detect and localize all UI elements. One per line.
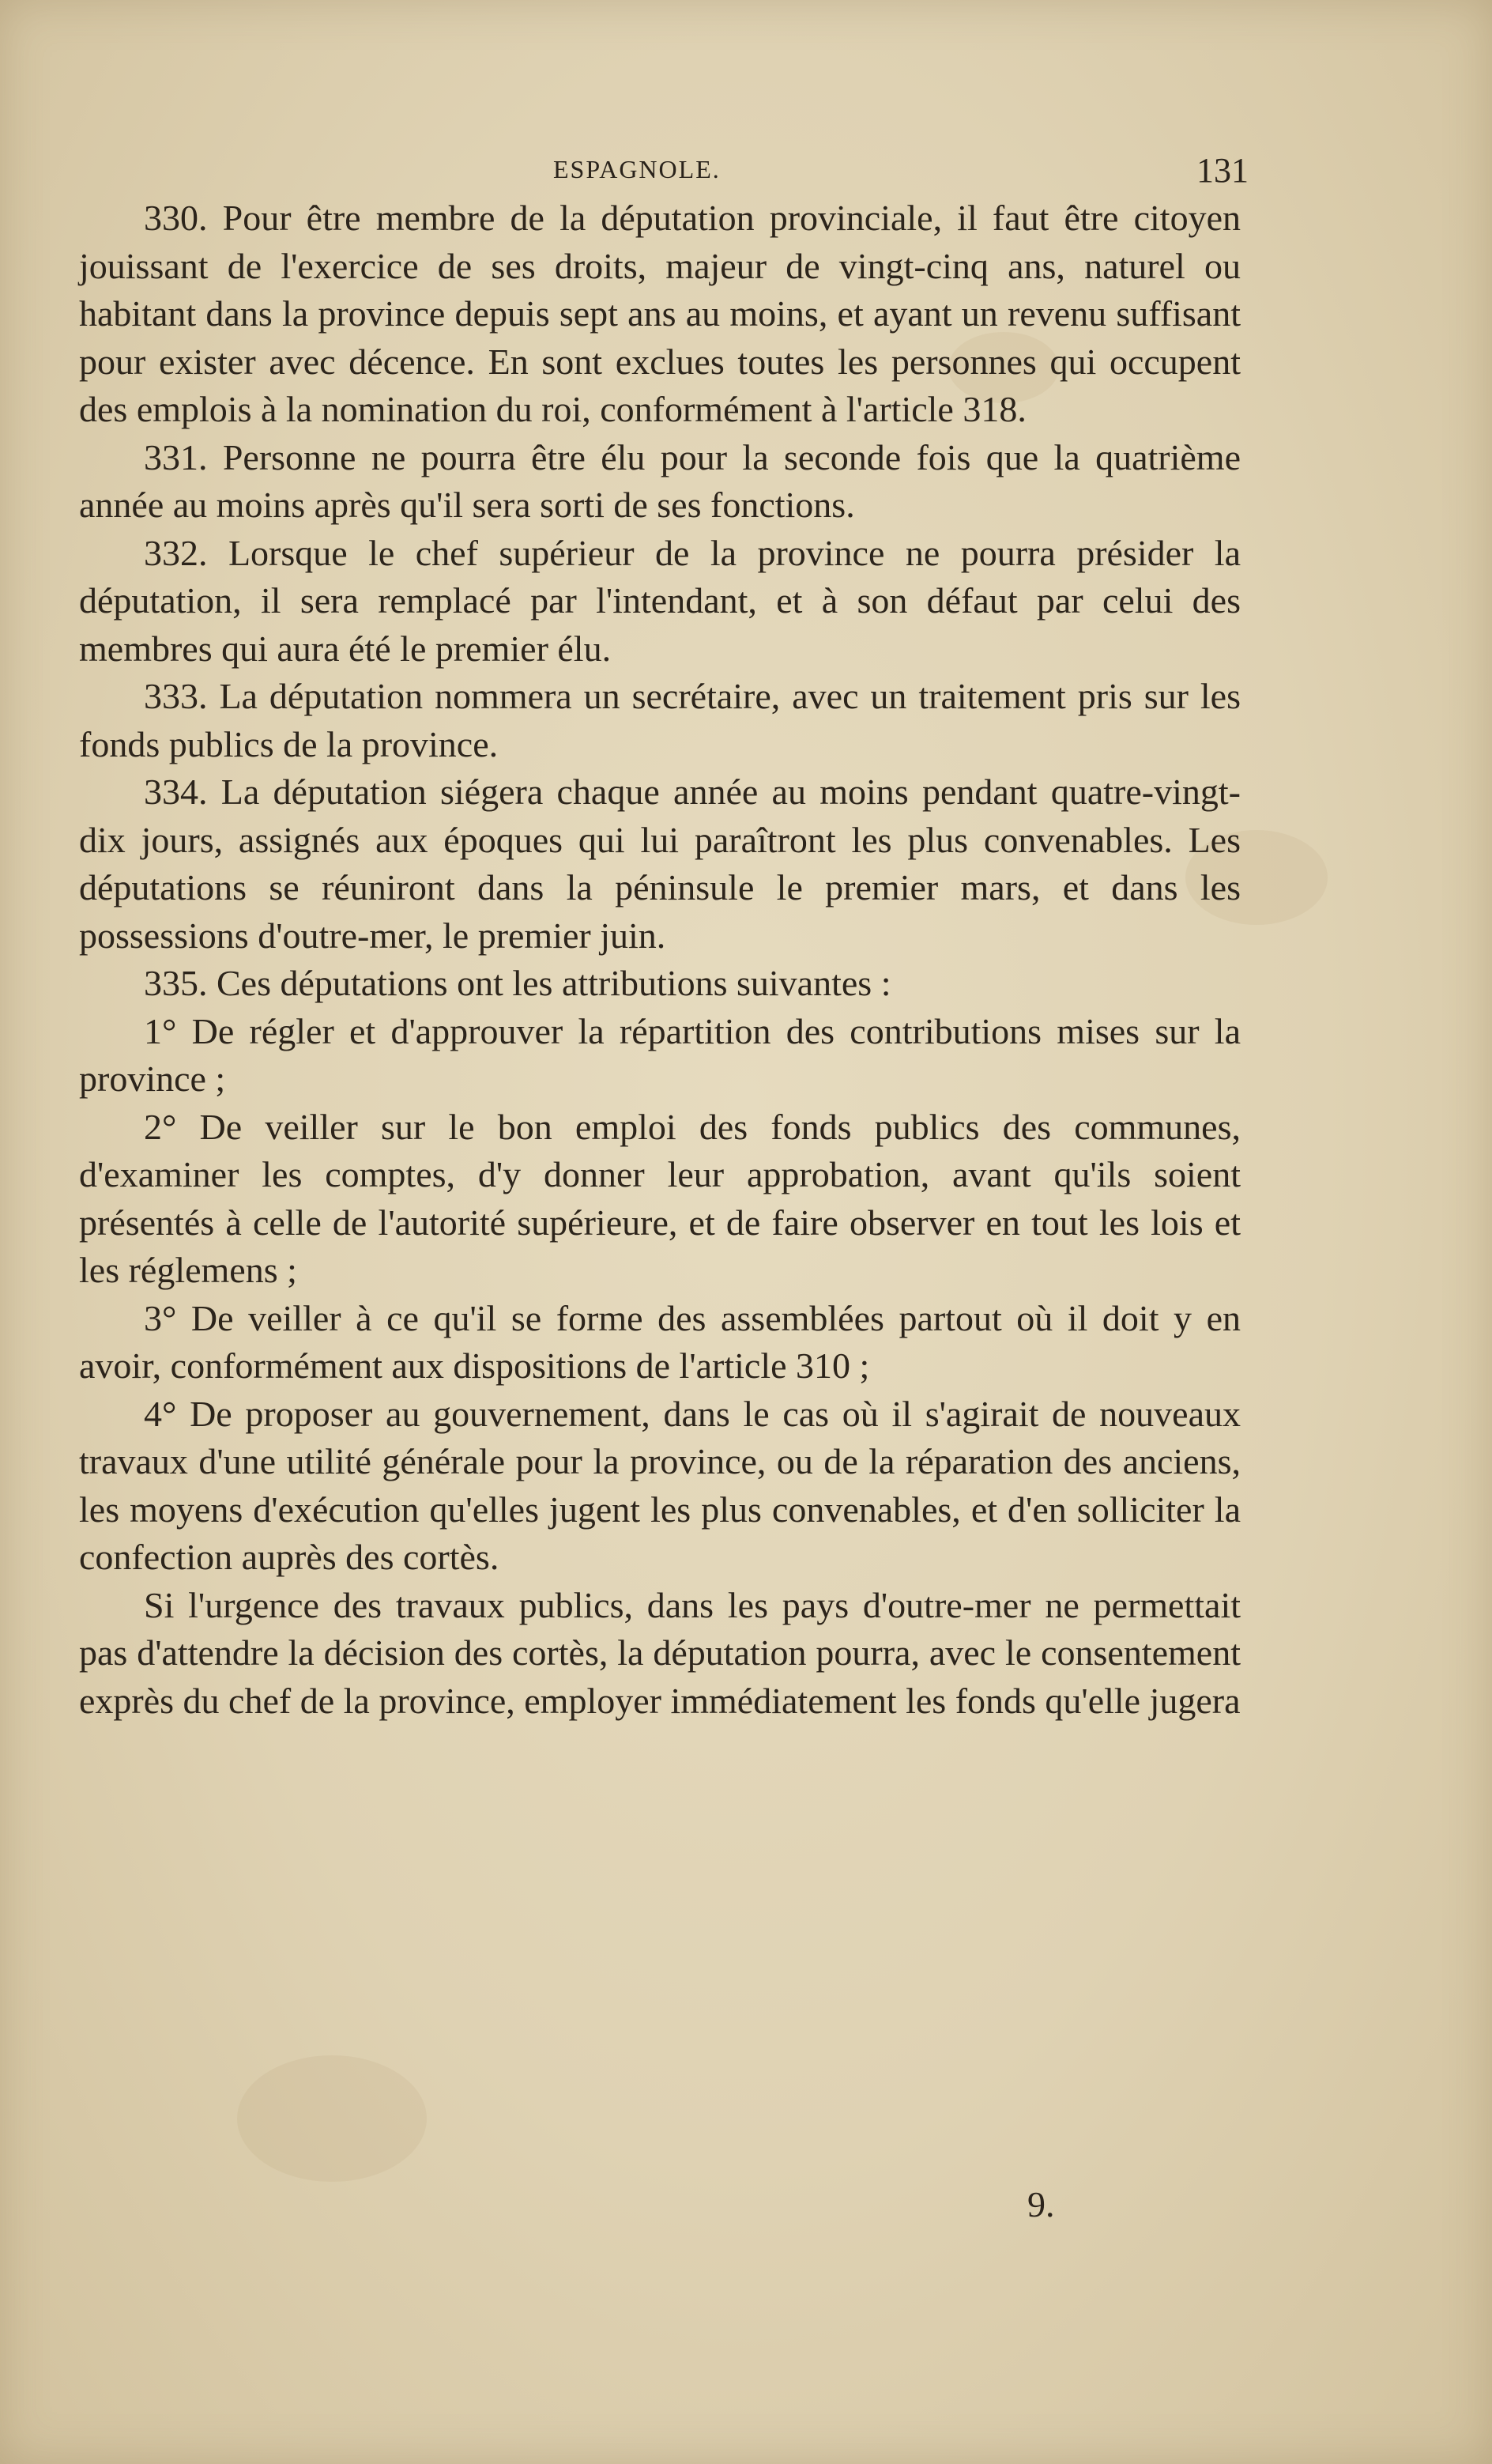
body-text [79, 194, 1241, 1725]
urgency-paragraph: Si l'urgence des travaux publics, dans les pays d'outre-mer ne permettait pas d'attendre la décision des cortès, la députation pourra, avec le consentement exprès du chef de la province, employer immédiatement les fonds qu'elle jugera [79, 1584, 1241, 1721]
attribution-2: 2° De veiller sur le bon emploi des fonds publics des communes, d'examiner les comptes, d'y donner leur approbation, avant qu'ils soient présentés à celle de l'autorité supérieure, et de faire observer en tout les lois et les réglemens ; [79, 1106, 1241, 1290]
attribution-1: 1° De régler et d'approuver la répartition des contributions mises sur la province ; [79, 1010, 1241, 1099]
article-331: 331. Personne ne pourra être élu pour la seconde fois que la quatrième année au moins après qu'il sera sorti de ses fonctions. [79, 436, 1241, 525]
signature-mark: 9. [1027, 2184, 1055, 2224]
article-330: 330. Pour être membre de la députation provinciale, il faut être citoyen jouissant de l'exercice de ses droits, majeur de vingt-cinq ans, naturel ou habitant dans la province depuis sept ans au moins, et ayant un revenu suffisant pour exister avec décence. En sont exclues toutes les personnes qui occupent des emplois à la nomination du roi, conformément à l'article 318. [79, 198, 1241, 429]
page-number: 131 [1196, 151, 1249, 190]
article-332: 332. Lorsque le chef supérieur de la province ne pourra présider la députation, il sera remplacé par l'intendant, et à son défaut par celui des membres qui aura été le premier élu. [79, 532, 1241, 669]
running-head: ESPAGNOLE. [553, 155, 721, 183]
article-335: 335. Ces députations ont les attributions suivantes : [144, 963, 891, 1003]
attribution-3: 3° De veiller à ce qu'il se forme des assemblées partout où il doit y en avoir, conformément aux dispositions de l'article 310 ; [79, 1297, 1241, 1386]
attribution-4: 4° De proposer au gouvernement, dans le cas où il s'agirait de nouveaux travaux d'une utilité générale pour la province, ou de la réparation des anciens, les moyens d'exécution qu'elles jugent les plus convenables, et d'en solliciter la confection auprès des cortès. [79, 1393, 1241, 1577]
page-header [79, 151, 1249, 193]
article-334: 334. La députation siégera chaque année au moins pendant quatre-vingt-dix jours, assignés aux époques qui lui paraîtront les plus convenables. Les députations se réuniront dans la péninsule le premier mars, et dans les possessions d'outre-mer, le premier juin. [79, 772, 1241, 956]
article-333: 333. La députation nommera un secrétaire, avec un traitement pris sur les fonds publics de la province. [79, 676, 1241, 764]
paper-stain [237, 2055, 427, 2182]
